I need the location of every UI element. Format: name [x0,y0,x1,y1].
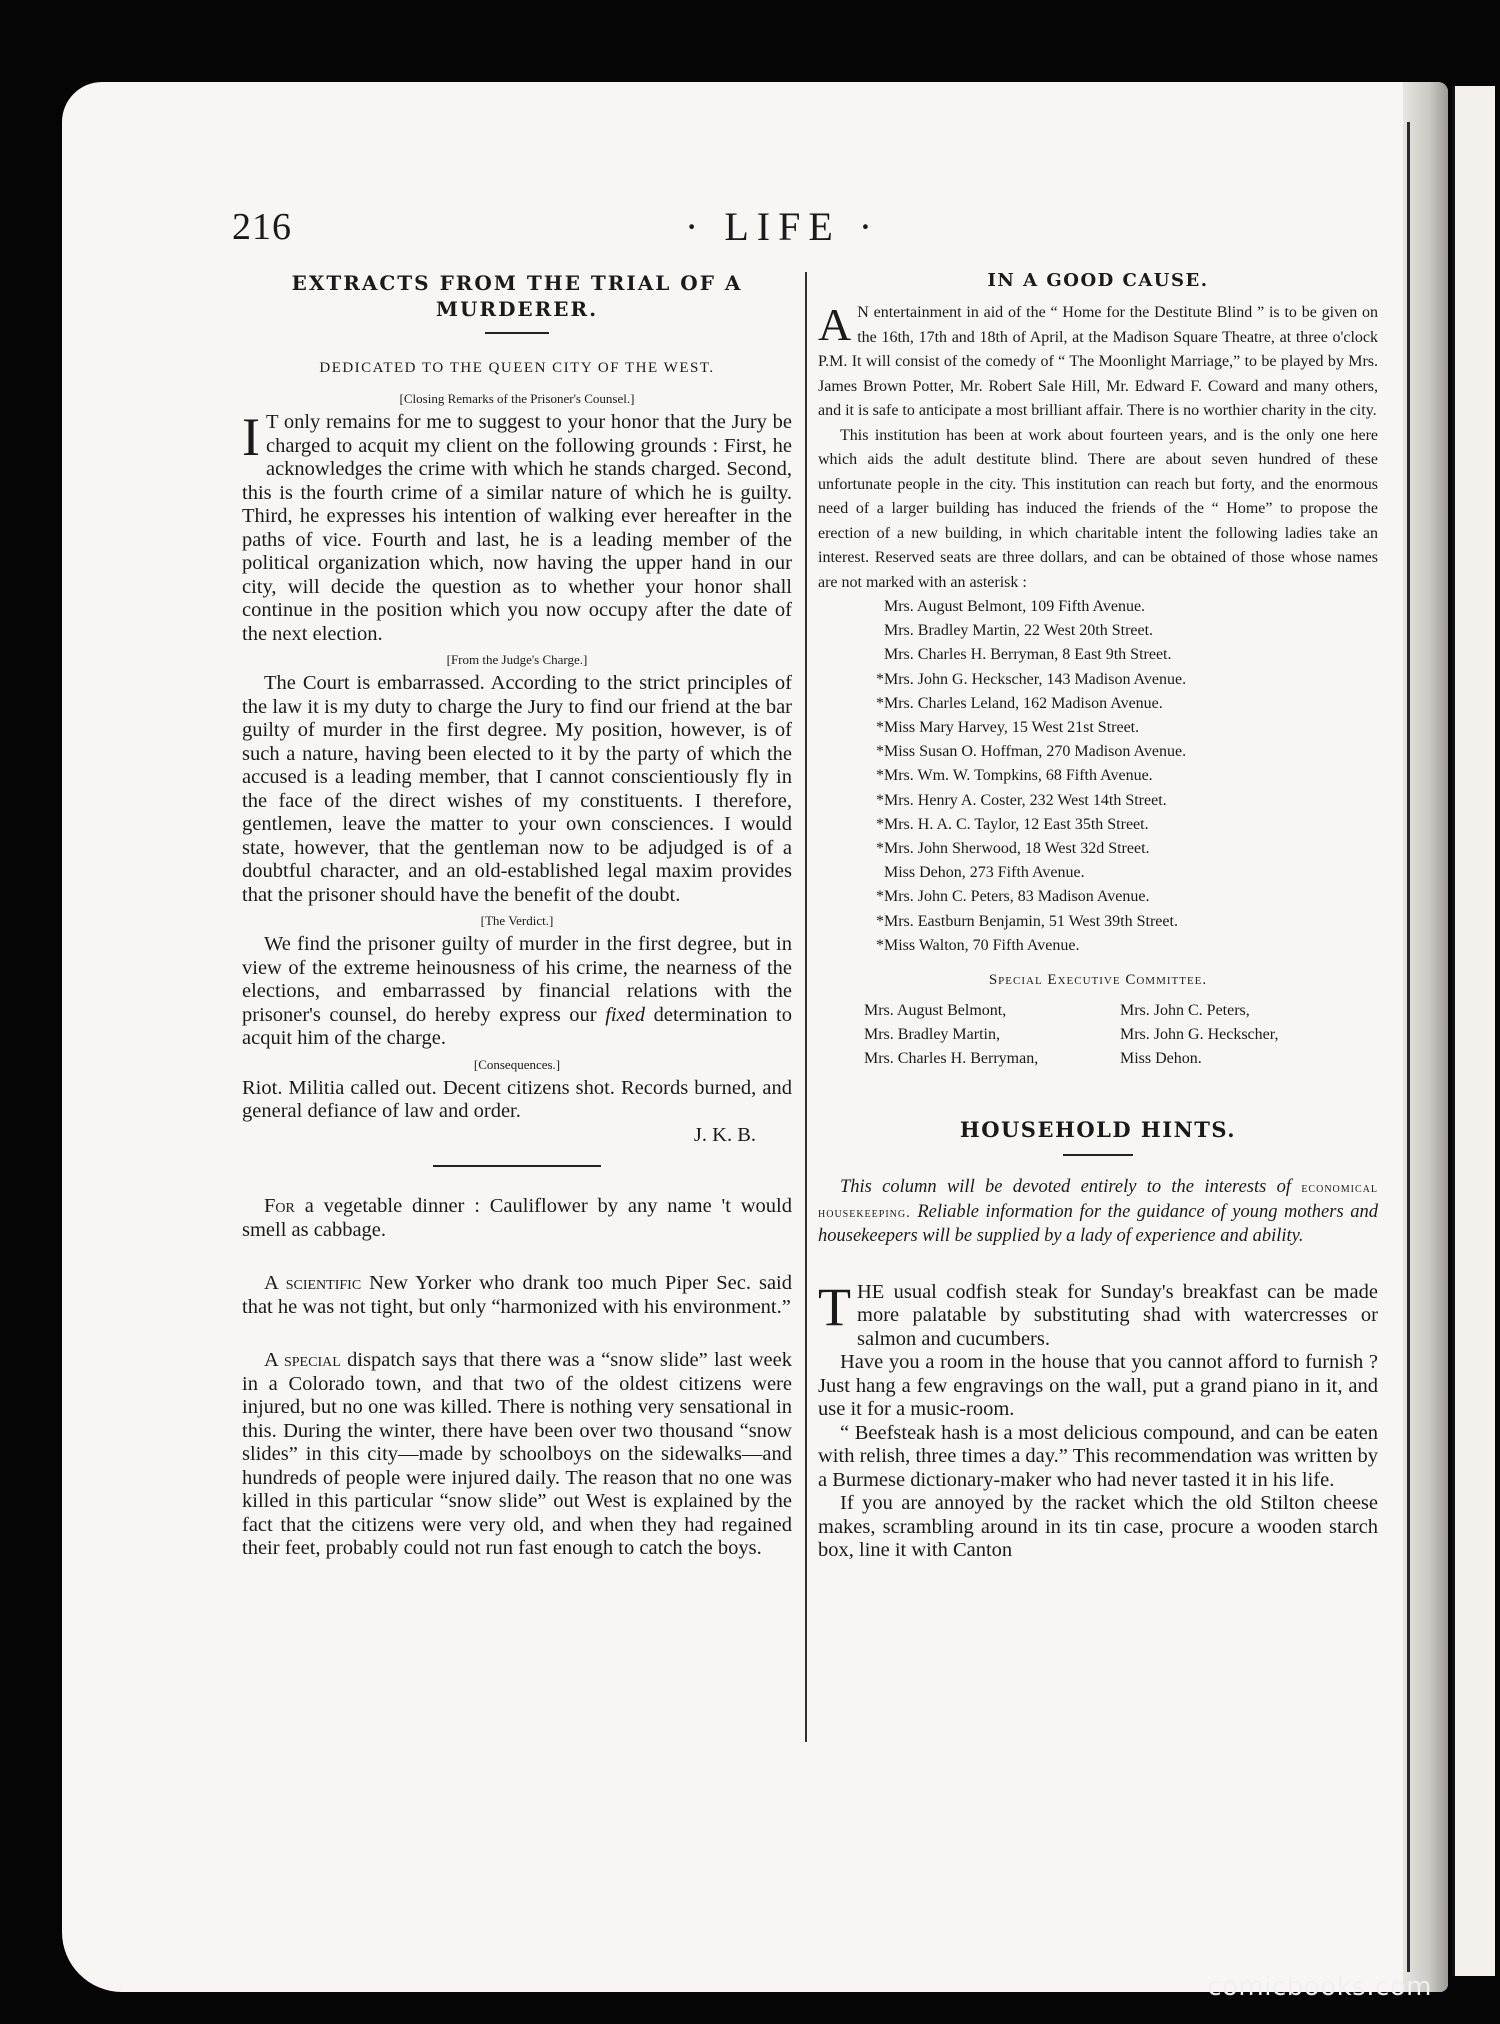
article-title-line1: EXTRACTS FROM THE TRIAL OF A [291,271,743,295]
list-item: *Mrs. John C. Peters, 83 Madison Avenue. [876,888,1150,906]
drop-cap: A [818,299,852,350]
household-hints-title: HOUSEHOLD HINTS. [959,1117,1237,1143]
list-item: Mrs. Bradley Martin, 22 West 20th Street. [884,622,1154,640]
right-column [818,270,1378,1563]
drop-cap: I [242,407,260,467]
donor-list [876,595,1378,958]
committee-member: Mrs. Bradley Martin, [864,1026,1000,1044]
hint-stilton: If you are annoyed by the racket which the old Stilton cheese makes, scrambling around in its tin case, procure a wooden starch box, line it with Canton [818,1492,1378,1562]
section-rule [433,1165,601,1167]
paragraph-entertainment: A N entertainment in aid of the “ Home for the Destitute Blind ” is to be given on the 16th, 17th and 18th of April, at the Madison Square Theatre, at three o'clock P.M. It will consist of the comedy of “ The Moonlight Marriage,” to be played by Mrs. James Brown Potter, Mr. Robert Sale Hill, Mr. Edward F. Coward and many others, and it is safe to anticipate a most brilliant affair. There is no worthier charity in the city. [818,299,1378,419]
list-item: *Mrs. Charles Leland, 162 Madison Avenue. [876,694,1163,712]
hints-rule [1063,1154,1133,1156]
drop-cap: T [818,1276,851,1337]
list-item: *Mrs. John G. Heckscher, 143 Madison Avenue. [876,670,1187,688]
list-item: *Mrs. John Sherwood, 18 West 32d Street. [876,840,1150,858]
paragraph-institution: This institution has been at work about fourteen years, and is the only one here which aids the adult destitute blind. There are about seven hundred of these unfortunate people in the city. This institution can reach but forty, and the enormous need of a larger building has induced the friends of the “ Home” to propose the erection of a new building, in which charitable intent the following ladies take an interest. Reserved seats are three dollars, and can be obtained of those whose names are not marked with an asterisk : [818,426,1378,591]
paragraph-counsel: I T only remains for me to suggest to your honor that the Jury be charged to acquit my client on the following grounds : First, he acknowledges the crime with which he stands charged. Second, this is the fourth crime of a similar nature of which he is guilty. Third, he expresses his intention of walking ever hereafter in the paths of vice. Fourth and last, he is a leading member of the political organization which, now having the upper hand in our city, will decide the question as to whether your honor shall continue in the position which you now occupy after the date of the next election. [242,407,792,645]
subhead-judge: [From the Judge's Charge.] [446,652,588,667]
signature: J. K. B. [693,1123,756,1146]
committee-member: Mrs. Charles H. Berryman, [864,1050,1039,1068]
squib-vegetable: For a vegetable dinner : Cauliflower by any name 't would smell as cabbage. [242,1195,792,1241]
committee-member: Mrs. John G. Heckscher, [1120,1026,1279,1044]
list-item: *Mrs. Henry A. Coster, 232 West 14th Street. [876,791,1167,809]
committee-title: Special Executive Committee. [988,972,1208,989]
list-item: *Mrs. H. A. C. Taylor, 12 East 35th Street. [876,815,1149,833]
committee-member: Mrs. John C. Peters, [1120,1002,1250,1020]
page-number: 216 [232,206,292,248]
list-item: *Mrs. Wm. W. Tompkins, 68 Fifth Avenue. [876,767,1153,785]
list-item: Mrs. Charles H. Berryman, 8 East 9th Street. [884,646,1172,664]
squib-scientific: A scientific New Yorker who drank too much Piper Sec. said that he was not tight, but only “harmonized with his environment.” [242,1272,792,1318]
facing-page-edge [1452,86,1495,1976]
masthead: · LIFE · [685,204,881,249]
list-item: Miss Dehon, 273 Fifth Avenue. [884,864,1085,882]
hints-intro: This column will be devoted entirely to the interests of economical housekeeping. Reliable information for the guidance of young mothers and housekeepers will be supplied by a lady of experience and ability. [818,1177,1378,1247]
list-item: *Miss Susan O. Hoffman, 270 Madison Avenue. [876,743,1187,761]
hint-beefsteak: “ Beefsteak hash is a most delicious compound, and can be eaten with relish, three times a day.” This recommendation was written by a Burmese dictionary-maker who had never tasted it in his life. [818,1421,1378,1491]
committee-grid [864,999,1378,1071]
column-rule [805,272,807,1742]
committee-member: Miss Dehon. [1120,1050,1202,1068]
squib-snow-slide: A special dispatch says that there was a “snow slide” last week in a Colorado town, and that two of the oldest citizens were injured, but no one was killed. There is nothing very sensational in this. During the winter, there have been over two thousand “snow slides” in this city—made by schoolboys on the sidewalks—and hundreds of people were injured daily. The reason that no one was killed in this particular “snow slide” out West is explained by the fact that the citizens were very old, and when they had regained their feet, probably could not run fast enough to catch the boys. [242,1349,792,1559]
hint-room: Have you a room in the house that you cannot afford to furnish ? Just hang a few engravings on the wall, put a grand piano in it, and use it for a music-room. [818,1351,1378,1421]
hint-codfish: THE usual codfish steak for Sunday's breakfast can be made more palatable by substituting shad with watercresses or salmon and cucumbers. [818,1276,1378,1350]
list-item: *Miss Walton, 70 Fifth Avenue. [876,936,1080,954]
good-cause-title: IN A GOOD CAUSE. [987,270,1209,291]
dedication: DEDICATED TO THE QUEEN CITY OF THE WEST. [319,360,715,376]
list-item: *Mrs. Eastburn Benjamin, 51 West 39th Street. [876,912,1178,930]
subhead-counsel: [Closing Remarks of the Prisoner's Counsel.] [399,391,635,406]
list-item: Mrs. August Belmont, 109 Fifth Avenue. [884,598,1146,615]
watermark: comicbooks.com [1207,1972,1432,2002]
article-title-line2: MURDERER. [435,297,599,321]
paragraph-consequences: Riot. Militia called out. Decent citizens shot. Records burned, and general defiance of law and order. [242,1076,792,1122]
subhead-consequences: [Consequences.] [473,1056,561,1072]
committee-member: Mrs. August Belmont, [864,1002,1007,1020]
subhead-verdict: [The Verdict.] [480,913,554,928]
list-item: *Miss Mary Harvey, 15 West 21st Street. [876,719,1140,737]
left-column [242,270,792,1561]
paragraph-judge: The Court is embarrassed. According to the strict principles of the law it is my duty to charge the Jury to find our friend at the bar guilty of murder in the first degree. My position, however, is of such a nature, having been elected to it by the party of which the accused is a leading member, that I cannot conscientiously fly in the face of the direct wishes of my constituents. I therefore, gentlemen, leave the matter to your own consciences. I would state, however, that the gentleman now to be adjudged is of a doubtful character, and an old-established legal maxim provides that the prisoner should have the benefit of the doubt. [242,672,792,906]
gutter-line [1407,122,1410,1972]
paragraph-verdict: We find the prisoner guilty of murder in the first degree, but in view of the extreme heinousness of his crime, the nearness of the elections, and embarrassed by financial relations with the prisoner's counsel, do hereby express our fixed determination to acquit him of the charge. [242,933,792,1049]
title-rule [485,332,549,334]
